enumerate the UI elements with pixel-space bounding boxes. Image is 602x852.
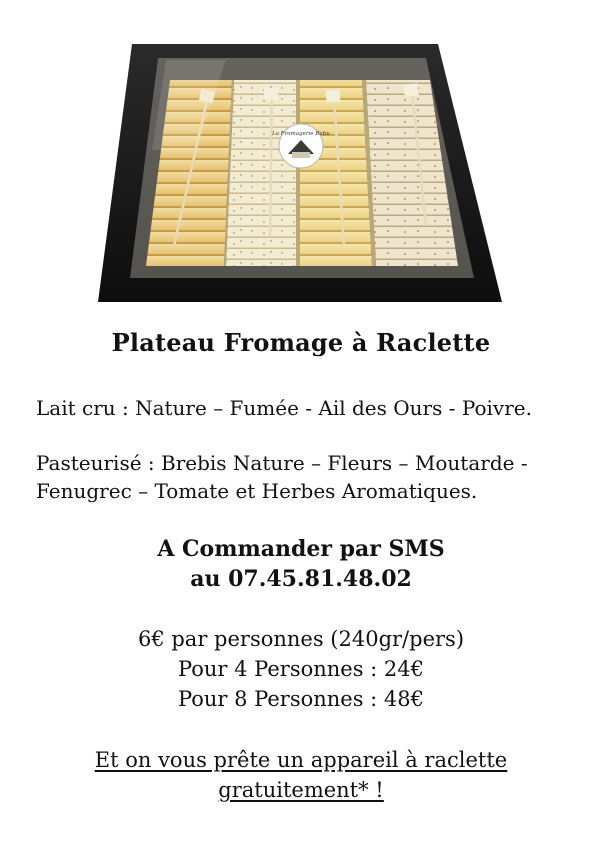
price-per-person: 6€ par personnes (240gr/pers) <box>137 627 465 651</box>
lait-cru-list <box>36 394 576 422</box>
price-eight-people: Pour 8 Personnes : 48€ <box>177 687 425 711</box>
pasteurise-line-2: Fenugrec – Tomate et Herbes Aromatiques. <box>36 479 478 503</box>
pasteurise-line-1: Pasteurisé : Brebis Nature – Fleurs – Moutarde - <box>36 451 528 475</box>
order-phone: au 07.45.81.48.02 <box>190 566 412 592</box>
promo-line-1: Et on vous prête un appareil à raclette <box>94 748 508 772</box>
promo-line-2: gratuitement* ! <box>218 778 384 802</box>
lait-cru-text: Lait cru : Nature – Fumée - Ail des Ours - Poivre. <box>36 396 532 420</box>
promo-notice <box>0 745 602 805</box>
price-four-people: Pour 4 Personnes : 24€ <box>177 657 425 681</box>
cheese-tray-photo <box>96 40 506 312</box>
order-info <box>0 534 602 594</box>
order-line-1: A Commander par SMS <box>157 536 445 562</box>
pasteurise-list <box>36 449 576 505</box>
svg-text:La Fromagerie Bubu: La Fromagerie Bubu <box>272 131 330 137</box>
price-list <box>0 624 602 714</box>
product-title: Plateau Fromage à Raclette <box>111 328 491 357</box>
